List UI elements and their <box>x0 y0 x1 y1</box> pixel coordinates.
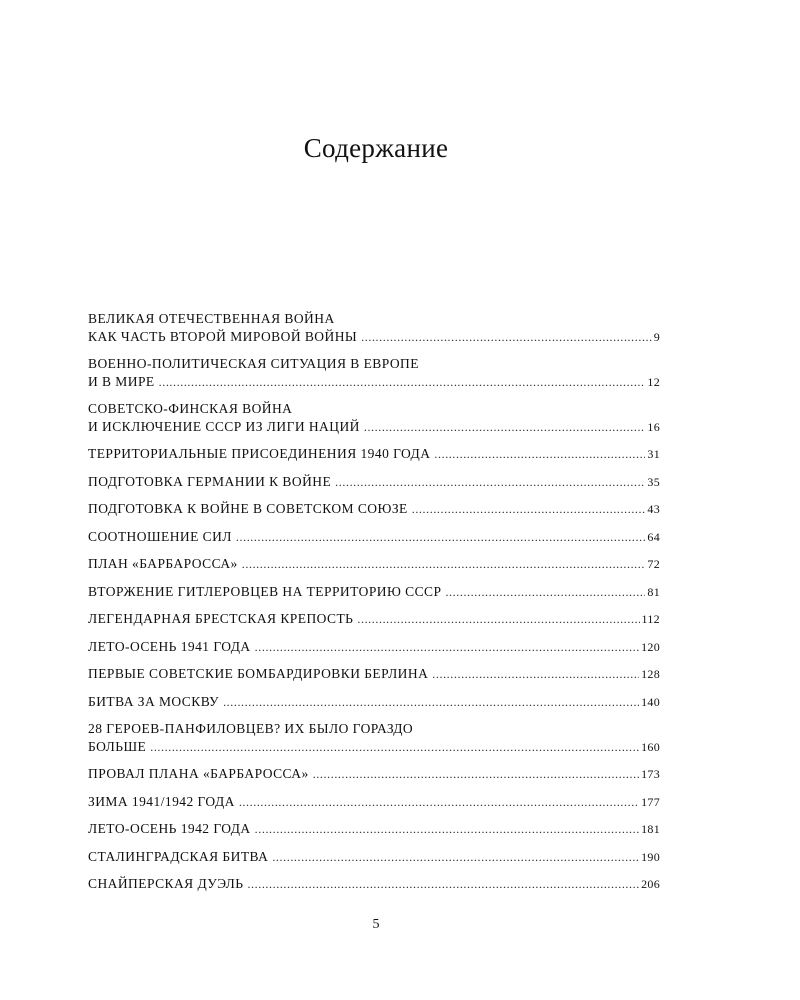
toc-entry-page-number: 206 <box>641 877 660 891</box>
toc-entry-page-number: 190 <box>641 849 660 864</box>
toc-entry-title-line: ВТОРЖЕНИЕ ГИТЛЕРОВЦЕВ НА ТЕРРИТОРИЮ СССР <box>88 583 442 599</box>
toc-entry-title-line: ПЛАН «БАРБАРОССА» <box>88 556 238 571</box>
dot-leader <box>361 329 652 347</box>
toc-entry-page-number: 31 <box>647 447 660 461</box>
toc-entry-page-number: 9 <box>653 329 660 344</box>
toc-entry-page-number: 128 <box>641 667 660 681</box>
toc-entry[interactable] <box>88 665 660 684</box>
toc-entry-row <box>88 875 660 894</box>
toc-entry[interactable] <box>88 445 660 464</box>
table-of-contents <box>88 310 660 903</box>
toc-entry-title-line: БИТВА ЗА МОСКВУ <box>88 693 220 709</box>
toc-entry-row <box>88 500 660 519</box>
toc-entry-title-line: ПОДГОТОВКА ГЕРМАНИИ К ВОЙНЕ <box>88 473 332 489</box>
dot-leader <box>434 446 645 464</box>
toc-entry-title-line: СНАЙПЕРСКАЯ ДУЭЛЬ <box>88 876 244 891</box>
dot-leader <box>150 739 639 757</box>
page-number: 5 <box>372 917 380 932</box>
toc-entry-row <box>88 473 660 492</box>
toc-entry-row <box>88 793 660 812</box>
toc-entry-page-number: 181 <box>641 822 660 836</box>
toc-entry-row <box>88 445 660 464</box>
toc-entry[interactable] <box>88 310 660 346</box>
page-title: Содержание <box>303 133 449 163</box>
dot-leader <box>223 694 639 712</box>
toc-entry-row <box>88 848 660 867</box>
toc-entry[interactable] <box>88 720 660 756</box>
dot-leader <box>445 584 645 602</box>
toc-entry-row <box>88 638 660 657</box>
dot-leader <box>255 639 639 657</box>
toc-entry[interactable] <box>88 693 660 712</box>
toc-entry-row <box>88 610 660 629</box>
toc-entry[interactable] <box>88 793 660 812</box>
toc-entry-title-line: 28 ГЕРОЕВ-ПАНФИЛОВЦЕВ? ИХ БЫЛО ГОРАЗДО <box>88 721 414 736</box>
toc-entry[interactable] <box>88 355 660 391</box>
toc-entry-title-line: ПРОВАЛ ПЛАНА «БАРБАРОССА» <box>88 766 309 781</box>
toc-entry-page-number: 173 <box>641 767 660 781</box>
toc-entry-title-line: ЛЕГЕНДАРНАЯ БРЕСТСКАЯ КРЕПОСТЬ <box>88 611 354 626</box>
toc-entry-page-number: 120 <box>641 639 660 654</box>
toc-entry-row <box>88 738 660 757</box>
toc-entry[interactable] <box>88 500 660 519</box>
toc-entry-page-number: 160 <box>641 739 660 754</box>
toc-entry-page-number: 64 <box>647 529 660 544</box>
toc-entry-page-number: 81 <box>647 584 660 599</box>
toc-entry[interactable] <box>88 610 660 629</box>
toc-entry-page-number: 35 <box>647 474 660 489</box>
toc-entry-row <box>88 373 660 392</box>
toc-entry-title-line: ВЕЛИКАЯ ОТЕЧЕСТВЕННАЯ ВОЙНА <box>88 311 335 326</box>
toc-entry-title-line: ПЕРВЫЕ СОВЕТСКИЕ БОМБАРДИРОВКИ БЕРЛИНА <box>88 666 429 681</box>
toc-entry-row <box>88 555 660 574</box>
toc-entry[interactable] <box>88 555 660 574</box>
toc-entry-page-number: 112 <box>641 612 660 626</box>
dot-leader <box>242 556 646 574</box>
dot-leader <box>432 666 639 684</box>
toc-entry[interactable] <box>88 875 660 894</box>
toc-entry-page-number: 140 <box>641 694 660 709</box>
toc-entry-row <box>88 583 660 602</box>
toc-entry-row <box>88 528 660 547</box>
dot-leader <box>357 611 639 629</box>
toc-entry-title-line: ЗИМА 1941/1942 ГОДА <box>88 793 235 809</box>
toc-entry-title-line: СОВЕТСКО-ФИНСКАЯ ВОЙНА <box>88 401 293 416</box>
toc-entry-title-line: И ИСКЛЮЧЕНИЕ СССР ИЗ ЛИГИ НАЦИЙ <box>88 418 360 434</box>
toc-entry-title-line: СООТНОШЕНИЕ СИЛ <box>88 528 232 544</box>
dot-leader <box>335 474 645 492</box>
toc-entry-row <box>88 820 660 839</box>
toc-entry-page-number: 12 <box>647 374 660 389</box>
toc-entry[interactable] <box>88 528 660 547</box>
toc-entry[interactable] <box>88 638 660 657</box>
toc-entry-row <box>88 693 660 712</box>
toc-entry[interactable] <box>88 765 660 784</box>
toc-entry-row <box>88 418 660 437</box>
dot-leader <box>247 876 639 894</box>
toc-entry-title-line: КАК ЧАСТЬ ВТОРОЙ МИРОВОЙ ВОЙНЫ <box>88 328 358 344</box>
dot-leader <box>313 766 639 784</box>
toc-entry-row <box>88 665 660 684</box>
toc-entry-page-number: 72 <box>647 557 660 571</box>
toc-entry[interactable] <box>88 400 660 436</box>
toc-entry-page-number: 16 <box>647 419 660 434</box>
toc-entry[interactable] <box>88 473 660 492</box>
toc-entry-row <box>88 765 660 784</box>
toc-entry[interactable] <box>88 848 660 867</box>
dot-leader <box>239 794 639 812</box>
toc-entry-title-line: ЛЕТО-ОСЕНЬ 1942 ГОДА <box>88 821 251 836</box>
toc-entry-title-line: ВОЕННО-ПОЛИТИЧЕСКАЯ СИТУАЦИЯ В ЕВРОПЕ <box>88 356 419 371</box>
toc-entry-title-line: И В МИРЕ <box>88 373 155 389</box>
toc-entry-title-line: ТЕРРИТОРИАЛЬНЫЕ ПРИСОЕДИНЕНИЯ 1940 ГОДА <box>88 446 431 461</box>
dot-leader <box>364 419 646 437</box>
toc-entry[interactable] <box>88 583 660 602</box>
toc-entry-title-line: ЛЕТО-ОСЕНЬ 1941 ГОДА <box>88 638 251 654</box>
toc-entry-title-line: СТАЛИНГРАДСКАЯ БИТВА <box>88 848 269 864</box>
toc-entry[interactable] <box>88 820 660 839</box>
toc-entry-title-line: БОЛЬШЕ <box>88 738 147 754</box>
toc-entry-row <box>88 328 660 347</box>
dot-leader <box>412 501 646 519</box>
dot-leader <box>159 374 646 392</box>
toc-entry-page-number: 43 <box>647 502 660 516</box>
dot-leader <box>272 849 639 867</box>
dot-leader <box>255 821 639 839</box>
dot-leader <box>236 529 645 547</box>
toc-entry-title-line: ПОДГОТОВКА К ВОЙНЕ В СОВЕТСКОМ СОЮЗЕ <box>88 501 408 516</box>
toc-entry-page-number: 177 <box>641 794 660 809</box>
